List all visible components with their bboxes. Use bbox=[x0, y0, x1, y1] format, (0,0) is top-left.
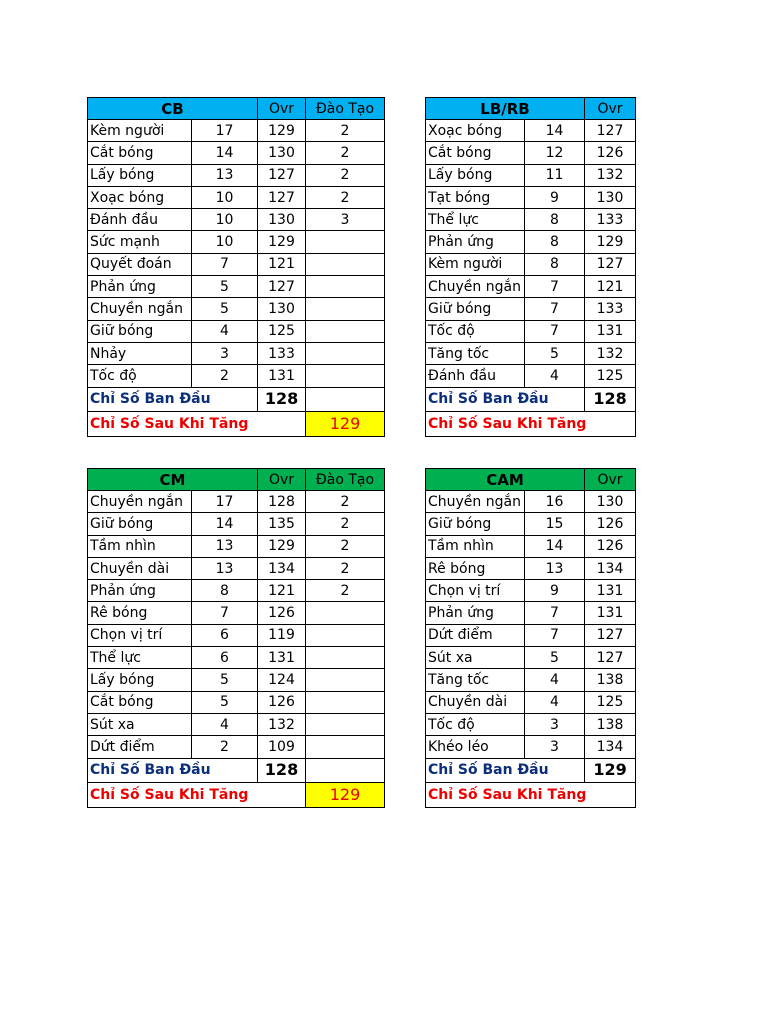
table-title: CAM bbox=[426, 469, 585, 491]
skill-weight: 14 bbox=[192, 142, 258, 164]
skill-name: Phản ứng bbox=[88, 276, 192, 298]
skill-weight: 5 bbox=[525, 342, 585, 364]
lb-rb-table bbox=[425, 97, 636, 437]
skill-name: Giữ bóng bbox=[88, 320, 192, 342]
after-stat-row bbox=[88, 411, 385, 436]
skill-name: Nhảy bbox=[88, 342, 192, 364]
table-row bbox=[426, 186, 636, 208]
skill-weight: 14 bbox=[525, 535, 585, 557]
skill-name: Sức mạnh bbox=[88, 231, 192, 253]
skill-weight: 6 bbox=[192, 624, 258, 646]
skill-weight: 10 bbox=[192, 186, 258, 208]
table-row bbox=[426, 342, 636, 364]
skill-weight: 11 bbox=[525, 164, 585, 186]
skill-name: Giữ bóng bbox=[426, 298, 525, 320]
skill-training: 2 bbox=[306, 186, 385, 208]
skill-weight: 4 bbox=[525, 669, 585, 691]
table-row bbox=[88, 365, 385, 387]
skill-weight: 9 bbox=[525, 186, 585, 208]
skill-ovr: 126 bbox=[585, 513, 636, 535]
skill-ovr: 131 bbox=[585, 602, 636, 624]
table-row bbox=[426, 647, 636, 669]
table-header-row bbox=[88, 98, 385, 120]
skill-training: 2 bbox=[306, 580, 385, 602]
table-row bbox=[426, 602, 636, 624]
skill-name: Kèm người bbox=[426, 253, 525, 275]
table-row bbox=[426, 713, 636, 735]
skill-weight: 9 bbox=[525, 580, 585, 602]
table-row bbox=[426, 557, 636, 579]
skill-training bbox=[306, 691, 385, 713]
table-row bbox=[88, 713, 385, 735]
skill-name: Tăng tốc bbox=[426, 669, 525, 691]
skill-training bbox=[306, 624, 385, 646]
skill-weight: 3 bbox=[525, 736, 585, 758]
skill-weight: 10 bbox=[192, 209, 258, 231]
skill-training: 2 bbox=[306, 164, 385, 186]
skill-name: Đánh đầu bbox=[88, 209, 192, 231]
skill-weight: 2 bbox=[192, 365, 258, 387]
table-row bbox=[426, 513, 636, 535]
skill-ovr: 127 bbox=[585, 647, 636, 669]
table-row bbox=[88, 669, 385, 691]
base-stat-label: Chỉ Số Ban Đầu bbox=[426, 758, 585, 782]
skill-training bbox=[306, 231, 385, 253]
skill-name: Cắt bóng bbox=[88, 691, 192, 713]
skill-weight: 2 bbox=[192, 736, 258, 758]
skill-name: Lấy bóng bbox=[88, 164, 192, 186]
ovr-header: Ovr bbox=[258, 469, 306, 491]
skill-training: 2 bbox=[306, 491, 385, 513]
table-row bbox=[426, 209, 636, 231]
skill-name: Tầm nhìn bbox=[88, 535, 192, 557]
skill-ovr: 133 bbox=[258, 342, 306, 364]
skill-weight: 8 bbox=[525, 253, 585, 275]
skill-weight: 3 bbox=[192, 342, 258, 364]
skill-weight: 5 bbox=[192, 691, 258, 713]
skill-name: Dứt điểm bbox=[88, 736, 192, 758]
skill-weight: 13 bbox=[525, 557, 585, 579]
table-title: LB/RB bbox=[426, 98, 585, 120]
table-row bbox=[88, 142, 385, 164]
skill-ovr: 127 bbox=[585, 253, 636, 275]
skill-ovr: 130 bbox=[258, 209, 306, 231]
skill-weight: 8 bbox=[525, 209, 585, 231]
skill-weight: 16 bbox=[525, 491, 585, 513]
skill-ovr: 130 bbox=[258, 298, 306, 320]
skill-ovr: 129 bbox=[258, 231, 306, 253]
skill-name: Cắt bóng bbox=[88, 142, 192, 164]
cm-table bbox=[87, 468, 385, 808]
skill-name: Lấy bóng bbox=[88, 669, 192, 691]
skill-ovr: 132 bbox=[585, 164, 636, 186]
table-title: CB bbox=[88, 98, 258, 120]
training-header: Đào Tạo bbox=[306, 98, 385, 120]
table-row bbox=[426, 736, 636, 758]
skill-name: Lấy bóng bbox=[426, 164, 525, 186]
table-row bbox=[426, 365, 636, 387]
after-stat-row bbox=[426, 782, 636, 807]
skill-name: Kèm người bbox=[88, 120, 192, 142]
ovr-header: Ovr bbox=[585, 98, 636, 120]
skill-name: Tầm nhìn bbox=[426, 535, 525, 557]
base-stat-label: Chỉ Số Ban Đầu bbox=[88, 758, 258, 782]
table-title: CM bbox=[88, 469, 258, 491]
skill-ovr: 134 bbox=[585, 557, 636, 579]
skill-ovr: 129 bbox=[585, 231, 636, 253]
skill-weight: 6 bbox=[192, 647, 258, 669]
skill-weight: 5 bbox=[192, 276, 258, 298]
table-row bbox=[426, 298, 636, 320]
skill-name: Phản ứng bbox=[88, 580, 192, 602]
skill-name: Tạt bóng bbox=[426, 186, 525, 208]
skill-ovr: 126 bbox=[258, 691, 306, 713]
after-stat-row bbox=[426, 411, 636, 436]
table-row bbox=[426, 142, 636, 164]
skill-name: Quyết đoán bbox=[88, 253, 192, 275]
skill-name: Cắt bóng bbox=[426, 142, 525, 164]
skill-weight: 7 bbox=[525, 298, 585, 320]
skill-weight: 5 bbox=[192, 298, 258, 320]
table-header-row bbox=[426, 469, 636, 491]
skill-ovr: 119 bbox=[258, 624, 306, 646]
skill-weight: 7 bbox=[525, 624, 585, 646]
skill-weight: 4 bbox=[525, 365, 585, 387]
table-row bbox=[88, 164, 385, 186]
skill-name: Dứt điểm bbox=[426, 624, 525, 646]
empty-cell bbox=[306, 758, 385, 782]
table-row bbox=[88, 624, 385, 646]
skill-ovr: 130 bbox=[585, 491, 636, 513]
skill-ovr: 125 bbox=[258, 320, 306, 342]
after-stat-row bbox=[88, 782, 385, 807]
skill-name: Rê bóng bbox=[426, 557, 525, 579]
table-row bbox=[426, 491, 636, 513]
skill-training: 2 bbox=[306, 142, 385, 164]
skill-ovr: 124 bbox=[258, 669, 306, 691]
skill-training bbox=[306, 320, 385, 342]
skill-weight: 7 bbox=[525, 602, 585, 624]
skill-training bbox=[306, 365, 385, 387]
skill-name: Thể lực bbox=[88, 647, 192, 669]
skill-training: 3 bbox=[306, 209, 385, 231]
skill-name: Xoạc bóng bbox=[88, 186, 192, 208]
training-header: Đào Tạo bbox=[306, 469, 385, 491]
skill-ovr: 121 bbox=[258, 580, 306, 602]
skill-ovr: 121 bbox=[258, 253, 306, 275]
skill-weight: 17 bbox=[192, 491, 258, 513]
skill-weight: 7 bbox=[192, 602, 258, 624]
skill-name: Chuyền dài bbox=[426, 691, 525, 713]
after-stat-value: 129 bbox=[306, 782, 385, 807]
base-stat-value: 128 bbox=[258, 758, 306, 782]
skill-name: Chuyền ngắn bbox=[426, 491, 525, 513]
base-stat-value: 128 bbox=[585, 387, 636, 411]
skill-weight: 14 bbox=[192, 513, 258, 535]
skill-training bbox=[306, 602, 385, 624]
skill-training bbox=[306, 669, 385, 691]
base-stat-row bbox=[88, 758, 385, 782]
table-row bbox=[88, 253, 385, 275]
table-row bbox=[88, 276, 385, 298]
skill-ovr: 130 bbox=[585, 186, 636, 208]
skill-weight: 17 bbox=[192, 120, 258, 142]
table-row bbox=[426, 164, 636, 186]
skill-name: Chọn vị trí bbox=[426, 580, 525, 602]
skill-weight: 5 bbox=[525, 647, 585, 669]
skill-ovr: 131 bbox=[258, 365, 306, 387]
table-row bbox=[88, 342, 385, 364]
skill-training bbox=[306, 647, 385, 669]
skill-name: Chuyền ngắn bbox=[88, 298, 192, 320]
table-header-row bbox=[88, 469, 385, 491]
after-stat-label: Chỉ Số Sau Khi Tăng bbox=[426, 782, 636, 807]
skill-weight: 15 bbox=[525, 513, 585, 535]
table-row bbox=[88, 535, 385, 557]
table-row bbox=[426, 669, 636, 691]
skill-name: Tốc độ bbox=[88, 365, 192, 387]
skill-ovr: 131 bbox=[585, 580, 636, 602]
skill-weight: 4 bbox=[525, 691, 585, 713]
table-row bbox=[88, 691, 385, 713]
table-row bbox=[426, 535, 636, 557]
skill-training bbox=[306, 276, 385, 298]
skill-training bbox=[306, 298, 385, 320]
skill-name: Sút xa bbox=[426, 647, 525, 669]
skill-name: Giữ bóng bbox=[426, 513, 525, 535]
skill-name: Chuyền dài bbox=[88, 557, 192, 579]
skill-weight: 5 bbox=[192, 669, 258, 691]
skill-ovr: 127 bbox=[258, 276, 306, 298]
skill-name: Sút xa bbox=[88, 713, 192, 735]
cam-table bbox=[425, 468, 636, 808]
base-stat-row bbox=[426, 387, 636, 411]
table-row bbox=[88, 231, 385, 253]
skill-ovr: 133 bbox=[585, 298, 636, 320]
skill-name: Tốc độ bbox=[426, 320, 525, 342]
skill-weight: 4 bbox=[192, 320, 258, 342]
table-row bbox=[426, 276, 636, 298]
skill-ovr: 127 bbox=[258, 186, 306, 208]
skill-name: Thể lực bbox=[426, 209, 525, 231]
base-stat-row bbox=[426, 758, 636, 782]
table-row bbox=[88, 298, 385, 320]
skill-weight: 10 bbox=[192, 231, 258, 253]
skill-name: Phản ứng bbox=[426, 231, 525, 253]
skill-ovr: 128 bbox=[258, 491, 306, 513]
skill-weight: 13 bbox=[192, 535, 258, 557]
skill-ovr: 138 bbox=[585, 713, 636, 735]
table-row bbox=[88, 186, 385, 208]
table-row bbox=[426, 231, 636, 253]
skill-name: Chọn vị trí bbox=[88, 624, 192, 646]
skill-weight: 8 bbox=[192, 580, 258, 602]
after-stat-label: Chỉ Số Sau Khi Tăng bbox=[88, 411, 306, 436]
skill-ovr: 129 bbox=[258, 120, 306, 142]
skill-ovr: 121 bbox=[585, 276, 636, 298]
skill-name: Xoạc bóng bbox=[426, 120, 525, 142]
skill-ovr: 126 bbox=[585, 142, 636, 164]
skill-name: Chuyền ngắn bbox=[88, 491, 192, 513]
cb-table bbox=[87, 97, 385, 437]
skill-ovr: 134 bbox=[585, 736, 636, 758]
skill-weight: 8 bbox=[525, 231, 585, 253]
skill-ovr: 133 bbox=[585, 209, 636, 231]
table-row bbox=[88, 491, 385, 513]
skill-weight: 3 bbox=[525, 713, 585, 735]
ovr-header: Ovr bbox=[585, 469, 636, 491]
table-row bbox=[88, 736, 385, 758]
skill-name: Tăng tốc bbox=[426, 342, 525, 364]
skill-ovr: 132 bbox=[258, 713, 306, 735]
skill-training: 2 bbox=[306, 513, 385, 535]
table-row bbox=[88, 647, 385, 669]
skill-training: 2 bbox=[306, 535, 385, 557]
skill-weight: 4 bbox=[192, 713, 258, 735]
table-row bbox=[426, 120, 636, 142]
skill-ovr: 129 bbox=[258, 535, 306, 557]
after-stat-label: Chỉ Số Sau Khi Tăng bbox=[88, 782, 306, 807]
table-header-row bbox=[426, 98, 636, 120]
table-row bbox=[426, 624, 636, 646]
skill-weight: 7 bbox=[525, 320, 585, 342]
skill-ovr: 138 bbox=[585, 669, 636, 691]
after-stat-label: Chỉ Số Sau Khi Tăng bbox=[426, 411, 636, 436]
table-row bbox=[88, 320, 385, 342]
skill-name: Giữ bóng bbox=[88, 513, 192, 535]
skill-weight: 13 bbox=[192, 557, 258, 579]
skill-training bbox=[306, 736, 385, 758]
skill-name: Chuyền ngắn bbox=[426, 276, 525, 298]
skill-ovr: 135 bbox=[258, 513, 306, 535]
skill-training bbox=[306, 342, 385, 364]
base-stat-label: Chỉ Số Ban Đầu bbox=[88, 387, 258, 411]
skill-ovr: 126 bbox=[258, 602, 306, 624]
skill-ovr: 131 bbox=[585, 320, 636, 342]
skill-training bbox=[306, 253, 385, 275]
base-stat-row bbox=[88, 387, 385, 411]
table-row bbox=[88, 557, 385, 579]
ovr-header: Ovr bbox=[258, 98, 306, 120]
skill-ovr: 134 bbox=[258, 557, 306, 579]
skill-ovr: 130 bbox=[258, 142, 306, 164]
skill-training: 2 bbox=[306, 120, 385, 142]
base-stat-value: 128 bbox=[258, 387, 306, 411]
skill-ovr: 125 bbox=[585, 365, 636, 387]
after-stat-value: 129 bbox=[306, 411, 385, 436]
skill-weight: 7 bbox=[192, 253, 258, 275]
skill-name: Tốc độ bbox=[426, 713, 525, 735]
table-row bbox=[88, 120, 385, 142]
skill-training: 2 bbox=[306, 557, 385, 579]
skill-name: Rê bóng bbox=[88, 602, 192, 624]
skill-ovr: 132 bbox=[585, 342, 636, 364]
skill-name: Phản ứng bbox=[426, 602, 525, 624]
base-stat-label: Chỉ Số Ban Đầu bbox=[426, 387, 585, 411]
skill-name: Đánh đầu bbox=[426, 365, 525, 387]
skill-ovr: 127 bbox=[585, 624, 636, 646]
table-row bbox=[426, 691, 636, 713]
skill-ovr: 127 bbox=[258, 164, 306, 186]
table-row bbox=[88, 209, 385, 231]
skill-weight: 13 bbox=[192, 164, 258, 186]
table-row bbox=[88, 580, 385, 602]
table-row bbox=[88, 602, 385, 624]
skill-ovr: 131 bbox=[258, 647, 306, 669]
skill-training bbox=[306, 713, 385, 735]
table-row bbox=[426, 253, 636, 275]
skill-weight: 14 bbox=[525, 120, 585, 142]
skill-ovr: 125 bbox=[585, 691, 636, 713]
skill-weight: 7 bbox=[525, 276, 585, 298]
table-row bbox=[426, 320, 636, 342]
empty-cell bbox=[306, 387, 385, 411]
table-row bbox=[426, 580, 636, 602]
skill-ovr: 126 bbox=[585, 535, 636, 557]
table-row bbox=[88, 513, 385, 535]
skill-ovr: 127 bbox=[585, 120, 636, 142]
skill-weight: 12 bbox=[525, 142, 585, 164]
skill-name: Khéo léo bbox=[426, 736, 525, 758]
base-stat-value: 129 bbox=[585, 758, 636, 782]
skill-ovr: 109 bbox=[258, 736, 306, 758]
